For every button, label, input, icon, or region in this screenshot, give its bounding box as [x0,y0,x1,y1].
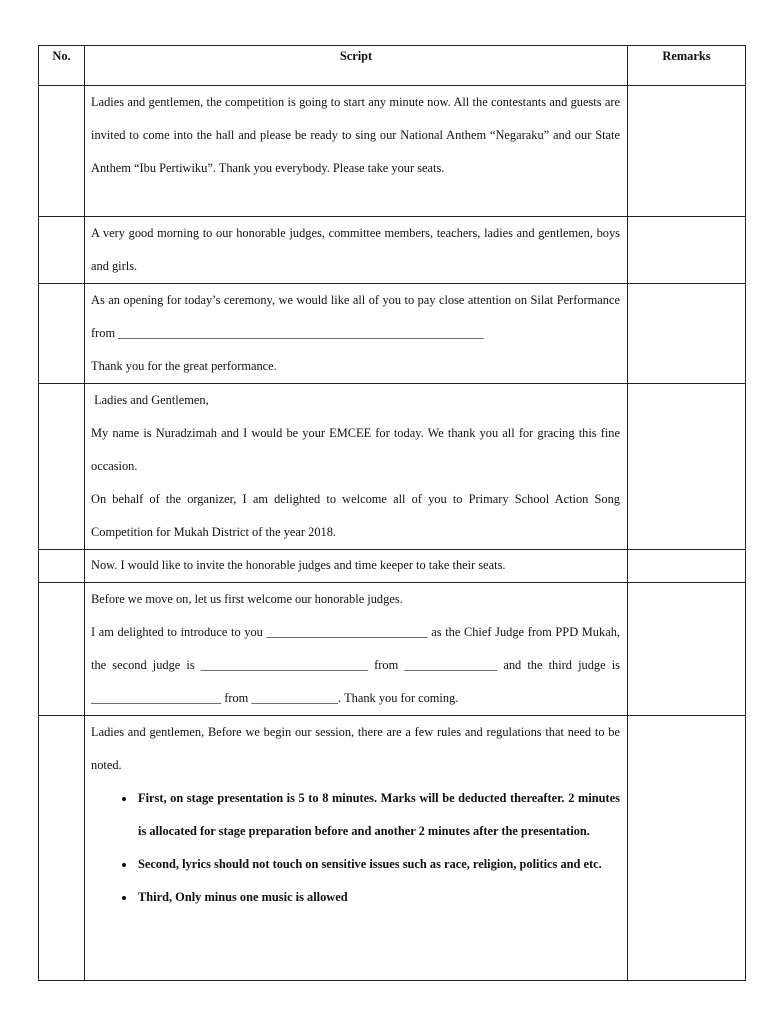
script-cell [85,716,628,981]
row-remarks [628,716,746,981]
row-no [39,86,85,217]
table-row [39,86,746,217]
script-paragraph: Now. I would like to invite the honorable judges and time keeper to take their seats. [91,558,506,572]
row-remarks [628,583,746,716]
row-no [39,550,85,583]
script-paragraph: Ladies and Gentlemen, [91,393,209,407]
row-remarks [628,550,746,583]
script-cell [85,217,628,284]
script-cell [85,583,628,716]
table-row [39,217,746,284]
header-remarks: Remarks [628,46,746,86]
script-paragraph: Ladies and gentlemen, the competition is going to start any minute now. All the contestants and guests are invited to come into the hall and please be ready to sing our National Anthem “Negaraku” and our State Anthem “Ibu Pertiwiku”. Thank you everybody. Please take your seats. [91,95,620,175]
rules-list [91,782,620,914]
script-paragraph: On behalf of the organizer, I am delighted to welcome all of you to Primary School Action Song Competition for Mukah District of the year 2018. [91,492,620,539]
rule-item: • First, on stage presentation is 5 to 8 minutes. Marks will be deducted thereafter. 2 minutes is allocated for stage preparation before and another 2 minutes after the presentation. [136,782,620,848]
table-row [39,583,746,716]
row-no [39,384,85,550]
header-no: No. [39,46,85,86]
script-paragraph: A very good morning to our honorable judges, committee members, teachers, ladies and gentlemen, boys and girls. [91,226,620,273]
script-paragraph: Thank you for the great performance. [91,359,277,373]
script-paragraph: My name is Nuradzimah and I would be your EMCEE for today. We thank you all for gracing this fine occasion. [91,426,620,473]
script-paragraph: Ladies and gentlemen, Before we begin our session, there are a few rules and regulations that need to be noted. [91,725,620,772]
header-script: Script [85,46,628,86]
row-no [39,284,85,384]
row-remarks [628,384,746,550]
row-no [39,716,85,981]
table-row [39,384,746,550]
row-remarks [628,217,746,284]
row-no [39,583,85,716]
script-paragraph: As an opening for today’s ceremony, we would like all of you to pay close attention on Silat Performance from ___________________________________________________________ [91,293,620,340]
script-cell [85,86,628,217]
rule-item: • Third, Only minus one music is allowed [136,881,620,914]
table-header-row [39,46,746,86]
table-row [39,284,746,384]
table-row [39,550,746,583]
script-cell [85,384,628,550]
script-paragraph: I am delighted to introduce to you __________________________ as the Chief Judge from PPD Mukah, the second judge is ___________________________ from _______________ and the third judge is _____________________ from ______________. Thank you for coming. [91,625,620,705]
script-paragraph: Before we move on, let us first welcome our honorable judges. [91,592,403,606]
table-row [39,716,746,981]
row-remarks [628,284,746,384]
script-cell [85,550,628,583]
rule-item: • Second, lyrics should not touch on sensitive issues such as race, religion, politics and etc. [136,848,620,881]
script-table [38,45,746,981]
row-remarks [628,86,746,217]
script-cell [85,284,628,384]
row-no [39,217,85,284]
